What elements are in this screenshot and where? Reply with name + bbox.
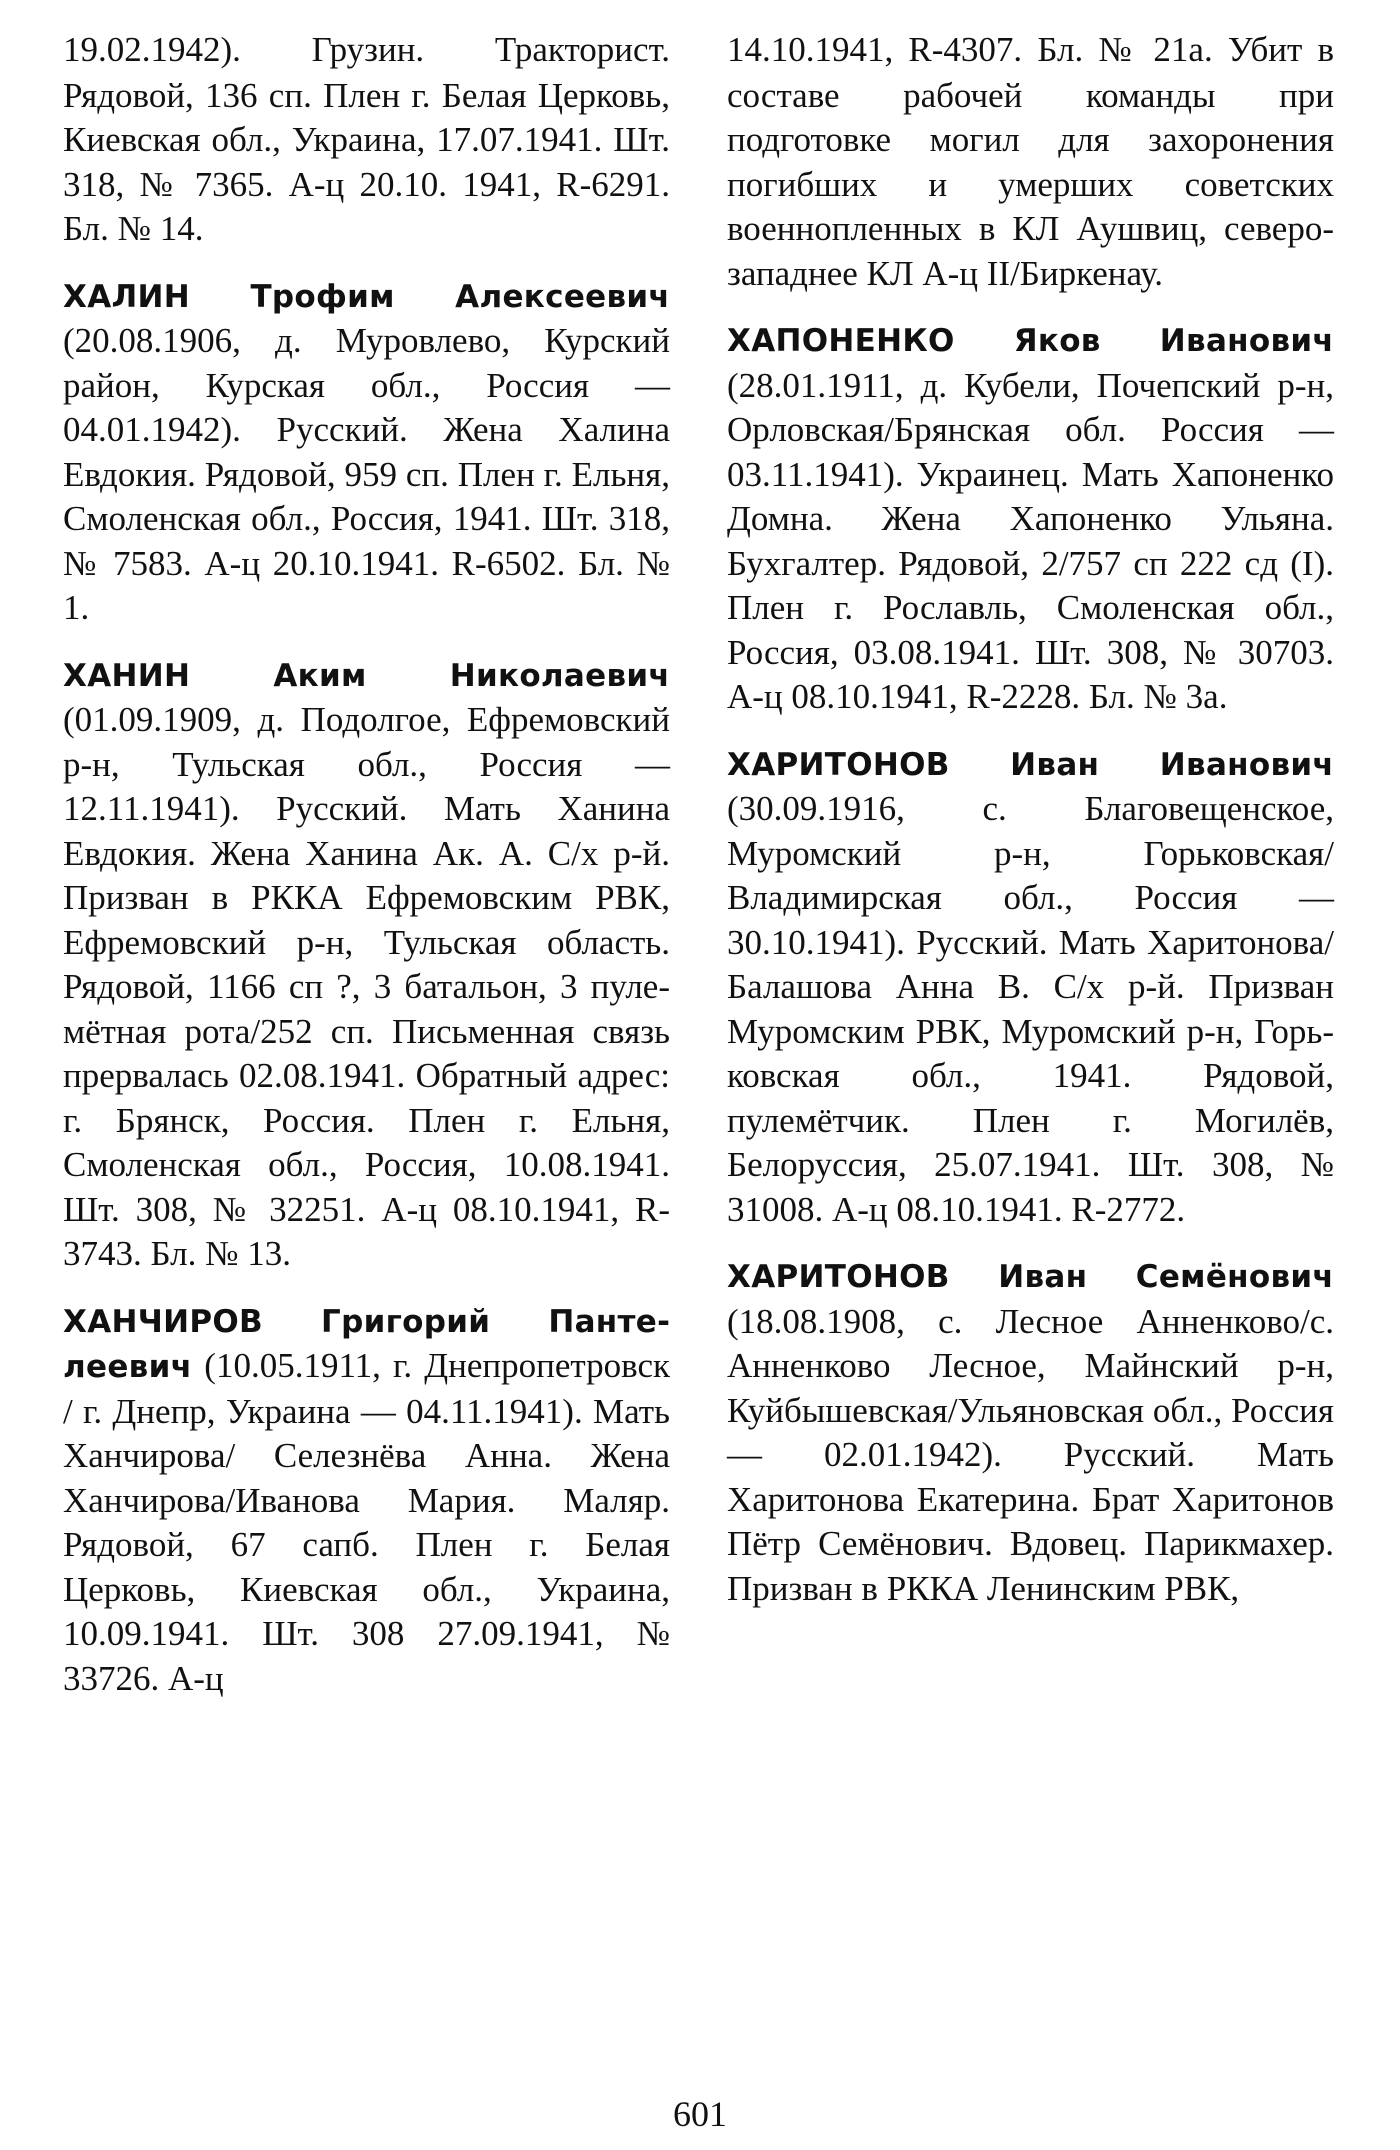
right-column bbox=[727, 28, 1334, 1633]
entry-text: 19.02.1942). Грузин. Тракторист. Рядовой, 136 сп. Плен г. Белая Церковь, Киевская обл., Украина, 17.07.1941. Шт. 318, № 7365. А-ц 20.10. 1941, R-6291. Бл. № 14. bbox=[63, 30, 670, 248]
entry-name: ХАЛИН Трофим Алексеевич bbox=[63, 278, 670, 315]
entry-text: (28.01.1911, д. Кубели, Почепский р-н, Орловская/Брянская обл. Россия — 03.11.1941). Украинец. Мать Хапоненко Домна. Жена Хапоненко Ульяна. Бухгалтер. Рядовой, 2/757 сп 222 сд (I). Плен г. Рославль, Смоленская обл., Россия, 03.08.1941. Шт. 308, № 30703. А-ц 08.10.1941, R-2228. Бл. № 3а. bbox=[727, 365, 1334, 716]
entry-text: (18.08.1908, с. Лесное Анненково/с. Анненково Лесное, Майнский р-н, Куйбышевская/Ульяновская обл., Россия — 02.01.1942). Русский. Мать Харитонова Екатерина. Брат Харитонов Пётр Семёнович. Вдовец. Парикмахер. Призван в РККА Ленинским РВК, bbox=[727, 1301, 1334, 1608]
entry-text: 14.10.1941, R-4307. Бл. № 21а. Убит в составе рабочей команды при подготовке могил для захоронения погибших и умерших советских военнопленных в КЛ Аушвиц, северо-западнее КЛ А-ц II/Биркенау. bbox=[727, 30, 1334, 293]
entry-text: (30.09.1916, с. Благовещенское, Муромский р-н, Горьковская/ Владимирская обл., Россия — 30.10.1941). Русский. Мать Харитонова/Балашова Анна В. С/х р-й. Призван Муромским РВК, Муромский р-н, Горьковская обл., 1941. Рядовой, пулемётчик. Плен г. Могилёв, Белоруссия, 25.07.1941. Шт. 308, № 31008. А-ц 08.10.1941. R-2772. bbox=[727, 789, 1334, 1229]
entry-name: ХАНИН Аким Николаевич bbox=[63, 657, 670, 694]
entry-text: (20.08.1906, д. Муровлево, Курский район, Курская обл., Россия — 04.01.1942). Русский. Жена Халина Евдокия. Рядовой, 959 сп. Плен г. Ельня, Смоленская обл., Россия, 1941. Шт. 318, № 7583. А-ц 20.10.1941. R-6502. Бл. № 1. bbox=[63, 321, 670, 627]
entry bbox=[63, 653, 670, 1277]
entry-text: (01.09.1909, д. Подолгое, Ефремовский р-н, Тульская обл., Россия — 12.11.1941). Русский. Мать Ханина Евдокия. Жена Ханина Ак. А. С/х р-й. Призван в РККА Ефремовским РВК, Ефремовский р-н, Тульская область. Рядовой, 1166 сп ?, 3 батальон, 3 пулемётная рота/252 сп. Письменная связь прервалась 02.08.1941. Обратный адрес: г. Брянск, Россия. Плен г. Ельня, Смоленская обл., Россия, 10.08.1941. Шт. 308, № 32251. А-ц 08.10.1941, R-3743. Бл. № 13. bbox=[63, 700, 670, 1273]
entry-name: ХАПОНЕНКО Яков Иванович bbox=[727, 323, 1334, 359]
left-column bbox=[63, 28, 670, 1723]
page-number: 601 bbox=[673, 2094, 727, 2134]
entry bbox=[727, 742, 1334, 1233]
entry bbox=[63, 1299, 670, 1702]
entry-text: (10.05.1911, г. Днепропетровск / г. Днепр, Украина — 04.11.1941). Мать Ханчирова/ Селезнёва Анна. Жена Ханчирова/Иванова Мария. Маляр. Рядовой, 67 сапб. Плен г. Белая Церковь, Киевская обл., Украина, 10.09.1941. Шт. 308 27.09.1941, № 33726. А-ц bbox=[63, 1346, 670, 1698]
entry bbox=[63, 28, 670, 252]
entry bbox=[727, 1254, 1334, 1611]
entry bbox=[727, 318, 1334, 720]
entry-name: ХАРИТОНОВ Иван Иванович bbox=[727, 746, 1334, 783]
entry-name: ХАНЧИРОВ Григорий Пантелеевич bbox=[63, 1303, 670, 1385]
entry bbox=[727, 28, 1334, 296]
entry bbox=[63, 274, 670, 631]
entry-name: ХАРИТОНОВ Иван Семёнович bbox=[727, 1259, 1334, 1295]
